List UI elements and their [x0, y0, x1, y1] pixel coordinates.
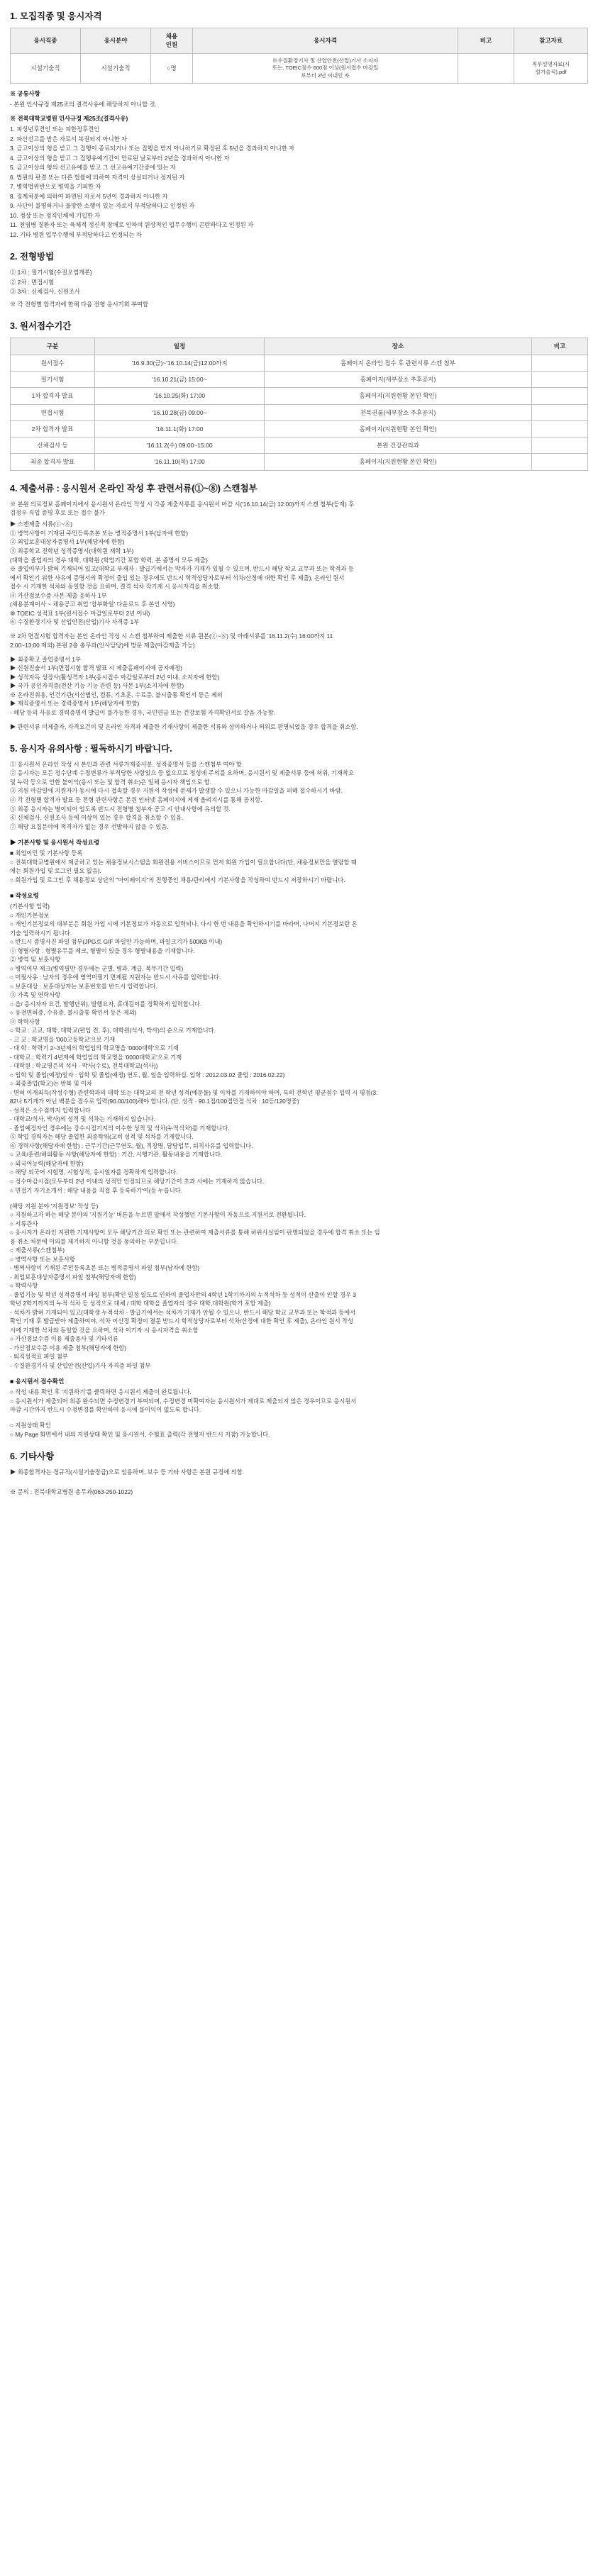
apply-info-line: 용 취소 처분에 이의를 제기하지 아니할 것을 동의하는 부분입니다. — [10, 1237, 179, 1245]
writing-guide-line: - 대학원 : 학교명은의 석사 · 박사(수료), 전북대학교(석사)) — [10, 1062, 158, 1070]
other-item: ▶ 최종합격자는 정규직(시설기술장급)으로 임용하며, 보수 등 기타 사항은 본원 규정에 의함. — [10, 1468, 245, 1476]
col-date: 일정 — [95, 338, 265, 355]
cancellation-note — [10, 723, 588, 731]
col-remark: 비고 — [532, 338, 588, 355]
cell-division: 면접시험 — [11, 404, 95, 420]
section-title-other: 6. 기타사항 — [10, 1451, 55, 1461]
documents-item: 에서 확인기 위한 사유에 증명서의 확정이 출입 있는 경우에도 반드시 학적상당자로부터 석차/산정에 대한 확인 후 제출), 온라인 원서 — [10, 574, 345, 581]
disqualification-item: 5. 금고이상의 형의 선고유예를 받고 그 선고유예기간중에 있는 자 — [10, 164, 176, 172]
application-basics-line: ○ 회원가입 및 로그인 후 채용정보 상단의 "마이페이지"의 진행중인 채용/관리에서 기본사항을 작성하여 반드시 저장하시기 바랍니다. — [10, 876, 345, 883]
additional-document-item: ▶ 최종확고 졸업증명서 1부 — [10, 655, 81, 663]
writing-guide-line: ○ 보훈대상 : 보훈대상자는 보훈번호를 반드시 입력합니다. — [10, 982, 157, 990]
documents-item: ▶ 스캔제출 서류(①~⑧) — [10, 520, 72, 528]
documents-intro — [10, 500, 588, 518]
table-row — [11, 53, 588, 84]
col-qualification: 응시자격 — [193, 28, 458, 54]
contact-footer: ※ 문의 : 전북대학교병원 총무과(063-250-1022) — [10, 1488, 133, 1495]
section-title-selection: 2. 전형방법 — [10, 251, 55, 262]
application-basics — [10, 838, 588, 884]
submission-confirm-line: ○ 응시원서가 제출되어 최종 완수되면 수정변경기 부여되며, 수정변경 미확여자는 응시원서가 제대로 제출되지 않은 경우이므로 응시원서 — [10, 1397, 357, 1405]
schedule-table — [10, 338, 588, 471]
writing-guide-line: ○ 정수마감시점(모두부터 2년 이내의 성적만 인정되므로 해당기간이 초과 시에는 기재하지 않습니다. — [10, 1178, 265, 1185]
selection-method-list — [10, 268, 588, 308]
recruitment-table — [10, 28, 588, 84]
apply-info-line: - 병역사항이 기재된 주민등록초본 또는 병적증명서 파일 첨부(남자에 한함) — [10, 1264, 200, 1272]
apply-info-line: - 수질환경기사 및 산업안전(산업)기사 자격증 파일 첨부 — [10, 1361, 151, 1369]
disqualification-item: 4. 금고이상의 형을 받고 그 집행유예기간이 만료된 날로부터 2년을 경과하지 아니한 자 — [10, 154, 230, 162]
writing-guide-line: - 대학교 : 학력기 4년제에 학업임의 학교명을 '0000대학교'으로 기재 — [10, 1053, 182, 1061]
selection-item: ① 1차 : 필기시험(수질오염개론) — [10, 269, 92, 277]
table-row — [11, 388, 588, 404]
cell-date: '16.11.10(목) 17:00 — [95, 454, 265, 470]
disqualification-item: 11. 천염병 질환자 또는 육체적 정신적 장애로 인하여 원상적인 업무수행이 곤란하다고 인정된 자 — [10, 221, 254, 229]
status-check-guide — [10, 1421, 588, 1439]
cell-place: 본원 건강관리과 — [265, 437, 532, 454]
writing-guide-line: ○ 개인기본정보 — [10, 911, 50, 919]
apply-info-line: ○ 가산점보수증 이용 제출용사 및 기타서류 — [10, 1335, 118, 1343]
documents-item: ③ 최종학교 전학년 성적증명서(대학원 재학 1부) — [10, 547, 134, 554]
apply-info-line: ○ 서류관사 — [10, 1220, 38, 1227]
section-title-documents: 4. 제출서류 : 응시원서 온라인 작성 후 관련서류(①~⑧) 스캔첨부 — [10, 483, 258, 494]
cell-remark — [458, 53, 514, 84]
cell-division: 신체검사 등 — [11, 437, 95, 454]
documents-item: ② 최업보훈대상자증명서 1부(해당자에 한함) — [10, 538, 125, 546]
writing-guide-line: ○ 면접기 자기소개서 : 해당 내용을 직접 후 등록하기'여(등 누릅니다. — [10, 1186, 183, 1194]
disqualification-item: 3. 금고이상의 형을 받고 그 집행이 종료되거나 또는 집행을 받지 아니하기로 확정된 후 5년을 경과하지 아니한 자 — [10, 145, 295, 152]
apply-info-line: ○ 응시자가 온라인 지원한 기재사항이 모두 해당기간 의로 확인 또는 관련하여 제출서류를 통해 허위사실임이 판명되었을 경우에 합격 취소 또는 임 — [10, 1229, 380, 1237]
disqualification-item: 7. 병역법위반으로 병역을 기피한 자 — [10, 183, 101, 191]
caution-item: ② 응시자는 모든 정수단계 수정변류가 부적당한 사항있으 등 없으므로 정성에 주의를 요하며, 응시원서 및 제출서류 등에 허위, 기재착오 — [10, 769, 354, 777]
writing-guide-line: ○ 병역여부 제크(병역필만 경우에는 군별, 병과, 계급, 복무기간 입력) — [10, 964, 184, 972]
documents-list — [10, 520, 588, 626]
caution-item: ⑦ 해당 요집분야에 적격자가 없는 경우 선발하지 않을 수 있음. — [10, 823, 169, 830]
writing-guide-line: ○ 유전면허증, 수유증, 불시출통 확인서 등은 제외) — [10, 1009, 137, 1017]
disqualification-item: 6. 법원의 판결 또는 다른 법률에 의하여 자격이 상실되거나 정지된 자 — [10, 173, 185, 181]
additional-document-item: ▶ 국가 공인자격증(전산 기능 기능 관련 등) 사본 1부(소지자에 한함) — [10, 682, 184, 690]
cell-division: 원서접수 — [11, 355, 95, 371]
apply-info-line: ○ 지원하고자 하는 해당 분야의 '지원기능' 버튼을 누르면 앞에서 작성했던 기본사항이 자동으로 지원서로 전환됩니다. — [10, 1211, 306, 1219]
table-header-row — [11, 28, 588, 54]
cell-date: '16.11.2(수) 09:00~15:00 — [95, 437, 265, 454]
writing-guide — [10, 891, 588, 1195]
writing-guide-line: 82나 5기개가 아닌 백분을 점수로 입력(90.00/100)해야 합니다. (단, 성적 · 90.1점/100점만점 석차 : 10등/120명중) — [10, 1098, 299, 1105]
section-title-recruitment: 1. 모집직종 및 응시자격 — [10, 11, 102, 21]
section-title-schedule: 3. 원서접수기간 — [10, 321, 72, 332]
cell-division: 최종 합격자 발표 — [11, 454, 95, 470]
col-remark: 비고 — [458, 28, 514, 54]
apply-info-guide — [10, 1202, 588, 1370]
common-requirements — [10, 89, 588, 108]
common-heading: ※ 공통사항 — [10, 90, 40, 98]
caution-item: ③ 지원 마감일에 지원자가 동시에 다시 접속할 경우 지원서 작성에 문제가 발생할 수 있으니 가능한 마감일을 피해 접수하시기 바람. — [10, 787, 343, 795]
cell-field: 시설기술직 — [81, 53, 151, 84]
apply-info-line: - 최업보훈대상자증명서 파일 첨부(해당자에 한함) — [10, 1273, 136, 1281]
submission-confirm-line: 마감 시간까지 반드시 수정변경를 확인하여 응시에 불이익이 없도록 합니다. — [10, 1406, 201, 1414]
cell-division: 1차 합격자 발표 — [11, 388, 95, 404]
additional-document-item: ※ 온라전취용, 인건기관(서산법인, 컴퓨, 기초훈, 수료증, 불시출통 확인서 등은 제외 — [10, 691, 223, 698]
writing-guide-line: ○ 교육/훈련/해외활동 사항(해당자에 한함) : 기간, 시행기관, 활동내용을 기재합니다. — [10, 1151, 223, 1159]
writing-guide-line: ⑤ 학업 경력자는 해당 졸업한 최종학위(교비 성적 및 석차를 기재합니다. — [10, 1133, 194, 1141]
disqualification-item: 12. 기타 병원 업무수행에 부적당하다고 인정되는 자 — [10, 230, 142, 238]
writing-guide-line: ○ 반드시 증명사진 파일 첨부(JPG로 GIF 파일만 가능하며, 파일크기가 500KB 이내) — [10, 938, 223, 946]
cell-remark — [532, 355, 588, 371]
caution-item: ④ 각 전형별 합격자 발표 등 전형 관련사항은 본원 인터넷 홈페이지에 게재 올려지시를 통해 공지함. — [10, 796, 262, 803]
submission-confirm-guide — [10, 1377, 588, 1415]
disqualification-item: 10. 정상 또는 정직인체에 기입한 자 — [10, 211, 101, 219]
selection-item: ③ 3차 : 신체검사, 신원조사 — [10, 288, 80, 296]
table-row — [11, 371, 588, 387]
writing-guide-line: 기술 입력하시기 됩니다. — [10, 929, 72, 937]
writing-guide-line: ○ 외국어능력(해당자에 한함) — [10, 1159, 84, 1167]
writing-guide-line: ○ 개인기본정보의 대부분은 회원 가입 시에 기본정보가 자동으로 입력되나, 다시 한 번 내용을 확인하시기를 바라며, 나머지 기본정보란 온 — [10, 920, 358, 928]
interview-note-line: ※ 2차 면접시험 합격자는 본인 온라인 작성 시 스캔 첨부하여 제출한 서류 원본(①~⑧) 및 아래서류를 '16.11.2(수) 16:00까지 11 — [10, 632, 333, 640]
cell-date: '16.10.25(화) 17:00 — [95, 388, 265, 404]
selection-item: ② 2차 : 면접시험 — [10, 278, 55, 286]
writing-guide-line: - 성적은 소수점까지 입력합니다 — [10, 1106, 91, 1114]
writing-guide-line: - 고 교 : 학교명을 '000고등학교'으로 기재 — [10, 1035, 116, 1043]
additional-document-item: ▶ 재직증명서 또는 경력증명서 1부(해당자에 한함) — [10, 700, 140, 708]
cell-qualification: ※수질환경기사 및 산업안전(산업)기사 소지자 또는, TOEIC점수 600점 이상(원서접수 마감일 로부터 2년 이내인 자 — [193, 53, 458, 84]
application-basics-heading: ▶ 기본사항 및 응시원서 작성요령 — [10, 838, 100, 846]
cell-remark — [532, 404, 588, 420]
cell-division: 2차 합격자 발표 — [11, 420, 95, 437]
table-row — [11, 404, 588, 420]
cell-remark — [532, 437, 588, 454]
writing-guide-line: ① 형별사항 : 형별유무를 제크, 형별이 있을 경우 형별내용을 기재합니다. — [10, 947, 195, 954]
disqualification-item: 8. 징계처분에 의하여 파면된 자로서 5년이 경과하지 아니한 자 — [10, 192, 168, 200]
cell-place: 전북권룸(세부장소 추후공지) — [265, 404, 532, 420]
col-count: 채용 인원 — [151, 28, 193, 54]
additional-document-item: ▶ 신원진술서 1부(면접시험 합격 발표 시 제출홈페이지에 공지예정) — [10, 664, 182, 672]
col-place: 장소 — [265, 338, 532, 355]
apply-info-subheading: (해당 지원 분야 '지원정보' 작성 등) — [10, 1202, 99, 1210]
cell-date: '16.10.28(금) 09:00~ — [95, 404, 265, 420]
apply-info-line: - 퇴직성적표 파일 첨부 — [10, 1353, 68, 1361]
table-row — [11, 355, 588, 371]
status-check-line: ○ My Page 화면에서 내의 지원상태 확인 및 응시원서, 수험표 출력(각 전형자 반드시 지참) 가능합니다. — [10, 1430, 270, 1438]
cell-division: 필기시험 — [11, 371, 95, 387]
status-check-heading: ○ 지원상태 확인 — [10, 1422, 51, 1429]
disqualification-item: 9. 사단이 불명하거나 물방한 소행이 있는 자로서 부적당하다고 인정된 자 — [10, 202, 195, 210]
application-basics-line: ○ 전북대학교병원에서 제공하고 있는 채용정보시스템을 회원전용 서비스이므로 먼저 회원 가입이 필요합니다(단, 채용정보만을 열람할 때 — [10, 858, 357, 866]
apply-info-line: ○ 학력사항 — [10, 1282, 38, 1290]
cell-place: 홈페이지(세부장소 추후공지) — [265, 371, 532, 387]
col-division: 구분 — [11, 338, 95, 355]
disqualification-item: 1. 피성년후견인 또는 피한정후견인 — [10, 126, 100, 133]
documents-item: ⑥ 수질환경기사 및 산업안전(산업)기사 자격증 1부 — [10, 618, 140, 626]
apply-info-line: 학년 2학기까지의 누적 석차 등 성적으로 대체 / 대학 대학을 졸업자의 경우 대학,대학원(학기 포함 제출) — [10, 1300, 271, 1307]
documents-item: ⑧ TOEIC 성적표 1부(원서접수 마감일로부터 2년 이내) — [10, 609, 150, 617]
caution-item: ⑤ 최종 응시자는 별이되어 업도록 반드시 전형별 첨부자 공고 시 안내사항에 유의할 것. — [10, 805, 231, 813]
apply-info-line: ○ 병역사항 또는 보훈사항 — [10, 1255, 76, 1263]
additional-documents-list — [10, 655, 588, 717]
section-title-caution: 5. 응시자 유의사항 : 필독하시기 바랍니다. — [10, 743, 172, 754]
cell-place: 홈페이지(지원현황 본인 확인) — [265, 454, 532, 470]
table-header-row — [11, 338, 588, 355]
submission-confirm-line: ○ 작성 내용 확인 후 '지원하기'를 클릭하면 응시원서 제출이 완료됩니다. — [10, 1388, 192, 1396]
disqualification-heading: ※ 전북대학교병원 인사규정 제25조(결격사유) — [10, 115, 128, 123]
writing-guide-line: - 대 학 : 학력기 2~3년제의 학업임의 학교명을 '0000대학'으로 기재 — [10, 1044, 179, 1052]
common-item: - 본원 인사규정 제25조의 결격사유에 해당하지 아니할 것. — [10, 101, 157, 108]
writing-guide-line: ○ 입학 및 졸업(예정)일자 : 입학 및 졸업(예정) 연도, 월, 일을 입력하십. 입학 : 2012.03.02 졸업 : 2016.02.22) — [10, 1071, 285, 1078]
cell-date: '16.9.30(금)~'16.10.14(금)12:00까지 — [95, 355, 265, 371]
table-row — [11, 420, 588, 437]
caution-item: ① 응시원서 온라인 작성 시 본인과 관련 서류가재종사분, 성적종명서 등를 스캔첨부 여야 함. — [10, 760, 244, 768]
table-row — [11, 437, 588, 454]
caution-item: 및 누락 등으로 인한 불이익(응시 또는 및 합격 취소)은 일체 응시자 책임으로 함. — [10, 778, 211, 786]
additional-document-item: ▶ 성적자득 성장사(활성격자 1부(응시접수 마감일로부터 2년 이내, 소지자에 한함) — [10, 673, 220, 681]
writing-guide-line: ② 병역 및 보훈사항 — [10, 956, 61, 964]
writing-guide-line: ○ 미필사유 : 남자의 경우에 병역미필기 면제될 지원자는 반드시 사유를 입력합니다. — [10, 974, 221, 981]
caution-item: ⑥ 신체검사, 신원조사 등에 이상이 있는 경우 합격을 취소할 수 있음. — [10, 814, 184, 822]
writing-guide-line: ③ 가족 및 연락사항 — [10, 991, 61, 999]
documents-item: (채용분계이사 ~ 채용공고 취업 '참부화일' 다운로드 후 본인 서명) — [10, 601, 175, 608]
documents-item: ※ 졸업여부가 밝혀 기재되어 있고(대학교 부재자 · 발급기에서는 박자가 기재가 있될 수 있으며, 반드시 해당 학교 교무과 또는 학적과 등 — [10, 565, 354, 573]
writing-guide-line: - 졸업예정자인 경우에는 강수시점기지의 이수한 성적 및 석차(누적석차)를 기재합니다. — [10, 1124, 230, 1132]
writing-guide-subheading: (기본사항 입력) — [10, 903, 50, 910]
apply-info-line: - 석차가 밝혀 기재되어 있고(대학생 누적석차 · 발급기에서는 석차가 기재가 안될 수 있으니, 반드시 해당 학교 교무과 또는 학적과 등에서 — [10, 1308, 356, 1316]
interview-submission-note — [10, 632, 588, 649]
documents-item: (대학을 졸업자의 경우 대학, 대학원 (학업기간 포함 학력, 본 증명서 모두 제출) — [10, 556, 208, 564]
apply-info-line: - 가산점보수증 이용 제출 첨부(해당자에 한함) — [10, 1344, 127, 1351]
apply-info-line: ○ 제출서류(스캔첨부) — [10, 1247, 65, 1254]
documents-item: ④ 가산점보수증 사본 제출 응하사 1부 — [10, 591, 107, 599]
col-field: 응시분야 — [81, 28, 151, 54]
documents-intro-line: ※ 본원 의료정보 홈페이지에서 응시원서 온라인 작성 시 각종 제출서류를 응시원서 마감 시('16.10.14(금) 12:00)까지 스캔 첨부(등재) 후 — [10, 500, 355, 508]
writing-guide-line: ○ 해당 외국어 시험명, 시험성적, 응시일자를 정확하게 입력합니다. — [10, 1169, 178, 1176]
writing-guide-line: - 면허 이개최득(작성수형) 관련학과의 대학 또는 대학교의 전 학년 성적(예문물) 및 이차를 기재하여야 하며, 특히 전학년 평균점수 입력 시 평점(3. — [10, 1088, 378, 1096]
cancellation-line: ▶ 관련서류 미제출자, 자격요건이 및 온라인 자격과 제출한 기재사항이 제출한 서류와 상이하거나 허위로 판명되었을 경우 합격을 취소함. — [10, 723, 358, 730]
cell-date: '16.10.21(금) 15:00~ — [95, 371, 265, 387]
apply-info-line: - 졸업기능 및 학년 성적증명서 파일 첨부(확인 일정 일도로 인하여 졸업자만의 4학년 1학기까지의 누적석차 등 성적이 산출이 인할 경우 3 — [10, 1290, 356, 1298]
apply-info-line: 확인 기재 후 발급받아 제출하여야, 석차 이산정 확정이 결문 받드시 학적상당자로부터 석차/산정에 대한 확인 후 제출), 온라인 원서 작성 — [10, 1317, 353, 1325]
cell-place: 홈페이지(지원현황 본인 확인) — [265, 388, 532, 404]
cell-reference[interactable]: 직무설명자료(시 설기술직).pdf — [514, 53, 588, 84]
disqualification-item: 2. 파산선고를 받은 자로서 복권되지 아니한 자 — [10, 135, 128, 143]
writing-guide-line: - 대학교/석사, 박사)의 성적 및 석차는 기재하지 않습니다. — [10, 1115, 155, 1123]
cell-remark — [532, 371, 588, 387]
writing-guide-line: ○ 학교 : 고교, 대학, 대학교(편입 전, 후), 대학원(석사, 박사)의 순으로 기재합니다. — [10, 1027, 216, 1035]
selection-note: ※ 각 전형별 합격자에 한해 다음 전형 응시기회 부여함 — [10, 301, 149, 308]
documents-item: 접수 시 기재한 석차와 동일함 것을 요하며, 결격 석차 작기재 시 응시자격을 취소함. — [10, 583, 221, 591]
cell-date: '16.11.1(화) 17:00 — [95, 420, 265, 437]
caution-list — [10, 760, 588, 831]
writing-guide-heading: ■ 작성요령 — [10, 891, 39, 899]
additional-document-item: - 해당 등의 사유로 경력증명서 발급이 불가능한 경우, 국민연금 또는 건강보험 자격확인서로 갈음 가능함. — [10, 708, 275, 716]
cell-remark — [532, 454, 588, 470]
other-list — [10, 1468, 588, 1496]
cell-job: 시설기술직 — [11, 53, 81, 84]
submission-confirm-heading: ■ 응시원서 접수확인 — [10, 1377, 65, 1385]
interview-note-line: 2:00~13:00 제외) 본원 2층 총무과(인사담당)에 방문 제출(마감제출 가능) — [10, 641, 195, 649]
apply-info-line: 시에 기재한 석차와 동일할 것을 요하며, 석차 이기자 시 응시자격을 취소함 — [10, 1326, 199, 1334]
documents-intro-line: 검정우 직업 증명 후로 또는 접수 불가 — [10, 509, 106, 517]
cell-count: ○명 — [151, 53, 193, 84]
cell-place: 홈페이지(지원현황 본인 확인) — [265, 420, 532, 437]
application-basics-line: ■ 최업이민 및 기본사항 등록 — [10, 849, 83, 857]
cell-remark — [532, 420, 588, 437]
application-basics-line: 에는 회원가입 및 로그인 필요 없음). — [10, 867, 101, 875]
cell-remark — [532, 388, 588, 404]
table-row — [11, 454, 588, 470]
writing-guide-line: ○ 읍/ 응시자자 요건, 발행단위), 발행요자, 휴대길이를 정확하게 입력합니다. — [10, 1000, 202, 1008]
col-job: 응시직종 — [11, 28, 81, 54]
writing-guide-line: ○ 최종졸업(학교)는 반복 및 이차 — [10, 1080, 92, 1088]
col-reference: 참고자료 — [514, 28, 588, 54]
documents-item: ① 병역사항이 기재된 주민등록초본 또는 병적증명서 1부(남자에 한함) — [10, 529, 188, 537]
disqualification-list — [10, 114, 588, 239]
cell-place: 홈페이지 온라인 접수 후 관련서류 스캔 첨부 — [265, 355, 532, 371]
writing-guide-line: ⑥ 경력사항(해당자에 한함) : 근무기간(근무연도, 월), 직장명, 담당업무, 퇴직사유를 입력합니다. — [10, 1142, 253, 1149]
writing-guide-line: ④ 학력사항 — [10, 1017, 40, 1025]
